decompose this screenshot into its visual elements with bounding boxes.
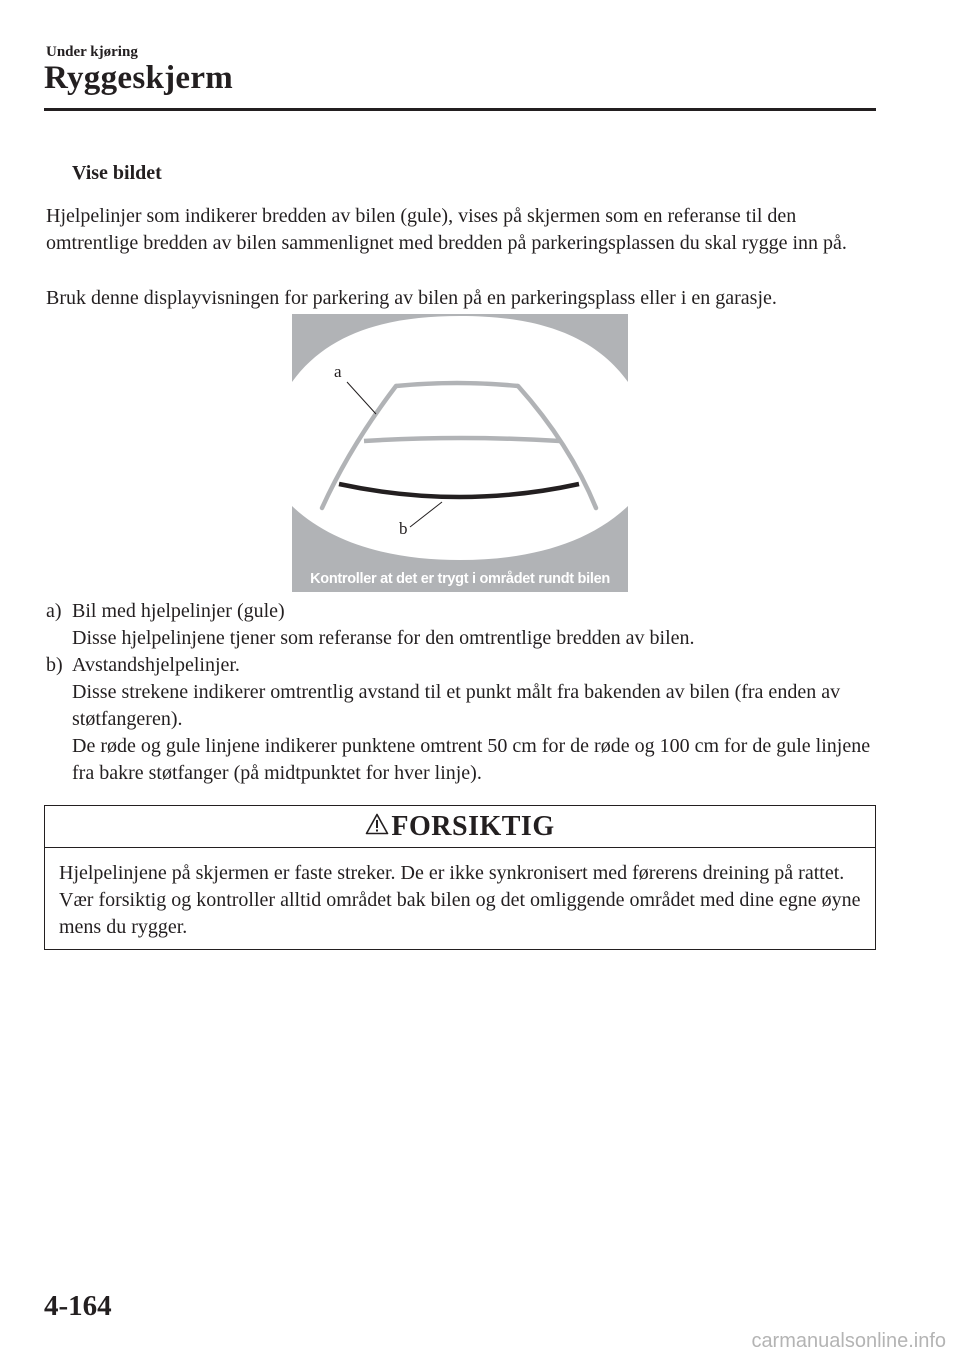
title-rule: [44, 108, 876, 111]
intro-paragraph: Hjelpelinjer som indikerer bredden av bilen (gule), vises på skjermen som en referanse til den omtrentlige bredden av bilen sammenlignet med bredden på parkeringsplassen du skal rygge inn på.: [46, 205, 847, 254]
legend-item-b: [46, 652, 876, 679]
rear-camera-display-figure: [292, 314, 628, 592]
legend-item-a: [46, 598, 876, 625]
legend-title-a: Bil med hjelpelinjer (gule): [72, 600, 285, 622]
legend-desc-a: Disse hjelpelinjene tjener som referanse for den omtrentlige bredden av bilen.: [72, 627, 695, 649]
callout-label-a: a: [334, 362, 342, 381]
callout-label-b: b: [399, 519, 408, 538]
caution-header: [45, 806, 875, 848]
legend-desc-b1: Disse strekene indikerer omtrentlig avstand til et punkt målt fra bakenden av bilen (fra enden av støtfangeren).: [72, 681, 841, 730]
warning-triangle-icon: [365, 813, 389, 840]
screen-warning-caption: Kontroller at det er trygt i området rundt bilen: [310, 571, 610, 587]
watermark: carmanualsonline.info: [751, 1330, 946, 1352]
chapter-title: Ryggeskjerm: [44, 60, 234, 96]
section-label: Under kjøring: [46, 44, 138, 60]
figure-legend: [46, 598, 876, 787]
usage-paragraph: Bruk denne displayvisningen for parkering av bilen på en parkeringsplass eller i en garasje.: [46, 287, 777, 309]
legend-key-a: a): [46, 600, 62, 622]
legend-desc-b2: De røde og gule linjene indikerer punktene omtrent 50 cm for de røde og 100 cm for de gule linjene fra bakre støtfanger (på midtpunktet for hver linje).: [72, 735, 871, 784]
legend-title-b: Avstandshjelpelinjer.: [72, 654, 240, 676]
subheading: Vise bildet: [72, 162, 162, 184]
caution-box: [44, 805, 876, 950]
page-number: 4-164: [44, 1290, 112, 1322]
caution-text: Hjelpelinjene på skjermen er faste streker. De er ikke synkronisert med førerens dreining på rattet. Vær forsiktig og kontroller alltid området bak bilen og det omliggende området med dine egne øyne mens du rygger.: [59, 862, 861, 938]
rear-camera-screen-illustration: [292, 314, 628, 592]
caution-title: FORSIKTIG: [391, 810, 555, 842]
legend-key-b: b): [46, 654, 63, 676]
